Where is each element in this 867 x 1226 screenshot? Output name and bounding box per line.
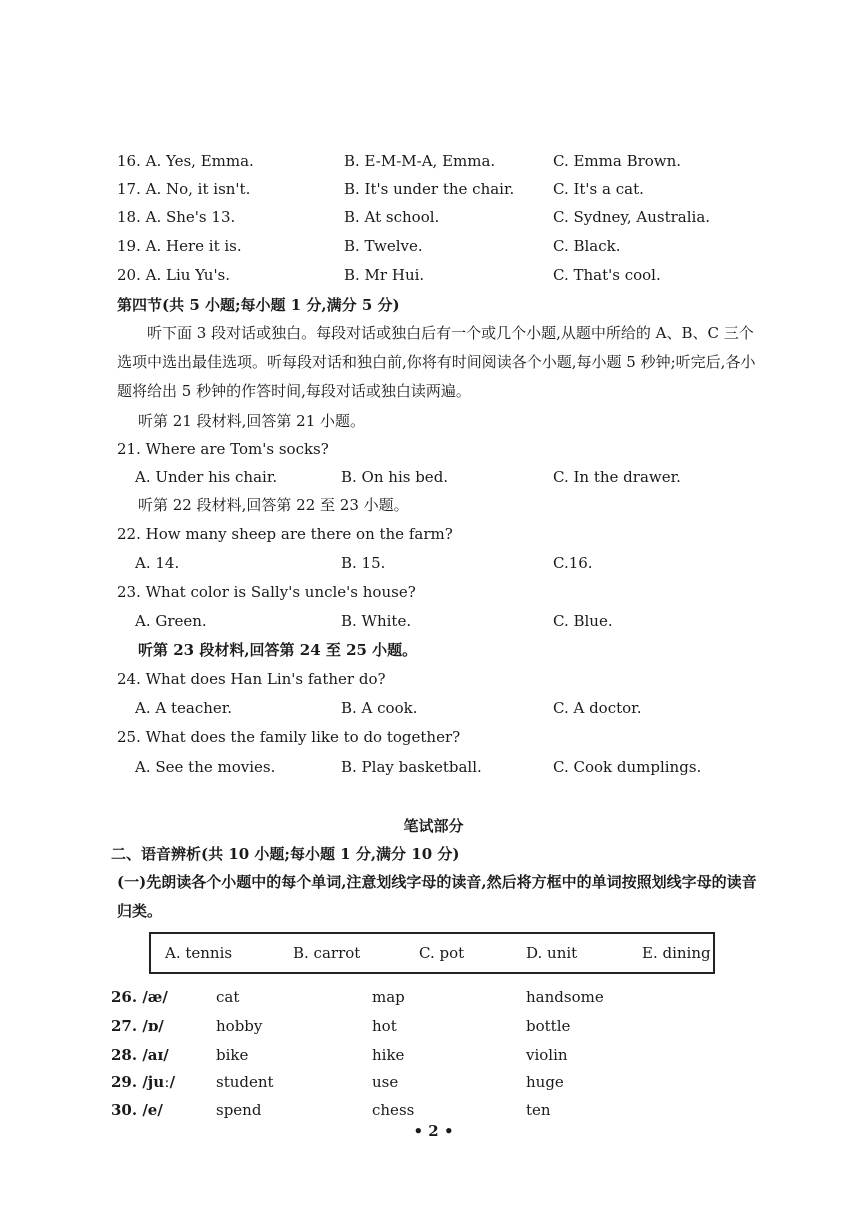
material-cue: 听第 23 段材料,回答第 24 至 25 小题。 [138, 641, 418, 659]
option-b: B. E-M-M-A, Emma. [344, 152, 496, 170]
phonetic-label: 30. /e/ [111, 1101, 163, 1119]
option-b: B. 15. [341, 554, 386, 572]
phonetic-word: use [372, 1073, 399, 1091]
word-option-a: A. tennis [165, 944, 233, 962]
question-text [0, 725, 867, 749]
phonetic-word: handsome [526, 988, 604, 1006]
option-b: B. On his bed. [341, 468, 449, 486]
question-21: 21. Where are Tom's socks? [117, 440, 329, 458]
part2-title: 二、语音辨析(共 10 小题;每小题 1 分,满分 10 分) [111, 845, 460, 863]
phonetic-label: 26. /æ/ [111, 988, 168, 1006]
question-options [0, 696, 867, 720]
option-c: C. It's a cat. [553, 180, 644, 198]
option-a: 20. A. Liu Yu's. [117, 266, 231, 284]
question-row-19 [0, 234, 867, 258]
phonetic-word: ten [526, 1101, 551, 1119]
option-a: 18. A. She's 13. [117, 208, 236, 226]
phonetic-row-26 [0, 985, 867, 1009]
question-row-16 [0, 149, 867, 173]
option-c: C. In the drawer. [553, 468, 681, 486]
option-b: B. At school. [344, 208, 440, 226]
question-row-17 [0, 177, 867, 201]
phonetic-word: violin [526, 1046, 568, 1064]
word-box [149, 932, 715, 974]
phonetic-row-30 [0, 1098, 867, 1122]
section-title: 第四节(共 5 小题;每小题 1 分,满分 5 分) [117, 296, 400, 314]
part2-instructions: (一)先朗读各个小题中的每个单词,注意划线字母的读音,然后将方框中的单词按照划线字母的读音归类。 [117, 873, 757, 920]
option-c: C. Emma Brown. [553, 152, 682, 170]
phonetic-word: student [216, 1073, 274, 1091]
option-a: A. Under his chair. [135, 468, 278, 486]
phonetic-row-27 [0, 1014, 867, 1038]
option-a: A. 14. [135, 554, 180, 572]
section-instructions: 听下面 3 段对话或独白。每段对话或独白后有一个或几个小题,从题中所给的 A、B、C 三个选项中选出最佳选项。听每段对话和独白前,你将有时间阅读各个小题,每小题 5 秒钟;听完后,各小题将给出 5 秒钟的作答时间,每段对话或独白读两遍。 [117, 324, 756, 400]
phonetic-word: cat [216, 988, 240, 1006]
phonetic-word: spend [216, 1101, 262, 1119]
phonetic-label: 28. /aɪ/ [111, 1046, 169, 1064]
word-option-b: B. carrot [293, 944, 361, 962]
phonetic-word: hot [372, 1017, 397, 1035]
question-options [0, 465, 867, 489]
word-option-e: E. dining [642, 944, 711, 962]
option-a: 19. A. Here it is. [117, 237, 242, 255]
option-c: C. Black. [553, 237, 621, 255]
option-b: B. Mr Hui. [344, 266, 425, 284]
question-text [0, 580, 867, 604]
phonetic-label: 27. /ɒ/ [111, 1017, 164, 1035]
phonetic-row-28 [0, 1043, 867, 1067]
question-22: 22. How many sheep are there on the farm? [117, 525, 453, 543]
page-number: • 2 • [413, 1122, 454, 1140]
word-option-c: C. pot [419, 944, 465, 962]
question-25: 25. What does the family like to do together? [117, 728, 461, 746]
option-b: B. White. [341, 612, 412, 630]
option-c: C. Sydney, Australia. [553, 208, 711, 226]
option-c: C.16. [553, 554, 593, 572]
phonetic-word: hike [372, 1046, 405, 1064]
question-row-20 [0, 263, 867, 287]
option-c: C. A doctor. [553, 699, 642, 717]
phonetic-word: bike [216, 1046, 249, 1064]
phonetic-word: hobby [216, 1017, 263, 1035]
question-options [0, 609, 867, 633]
option-b: B. A cook. [341, 699, 418, 717]
question-text [0, 437, 867, 461]
question-text [0, 667, 867, 691]
option-a: 17. A. No, it isn't. [117, 180, 251, 198]
question-text [0, 522, 867, 546]
option-b: B. It's under the chair. [344, 180, 515, 198]
option-c: C. Cook dumplings. [553, 758, 702, 776]
phonetic-word: chess [372, 1101, 415, 1119]
option-a: A. A teacher. [135, 699, 233, 717]
phonetic-word: map [372, 988, 405, 1006]
phonetic-row-29 [0, 1070, 867, 1094]
question-options [0, 551, 867, 575]
word-option-d: D. unit [526, 944, 578, 962]
phonetic-word: huge [526, 1073, 564, 1091]
written-heading: 笔试部分 [403, 817, 464, 835]
option-c: C. Blue. [553, 612, 613, 630]
question-row-18 [0, 205, 867, 229]
option-a: A. Green. [135, 612, 207, 630]
question-24: 24. What does Han Lin's father do? [117, 670, 386, 688]
question-23: 23. What color is Sally's uncle's house? [117, 583, 416, 601]
phonetic-label: 29. /juː/ [111, 1073, 176, 1091]
option-c: C. That's cool. [553, 266, 661, 284]
phonetic-word: bottle [526, 1017, 571, 1035]
material-cue: 听第 22 段材料,回答第 22 至 23 小题。 [138, 496, 409, 514]
option-b: B. Twelve. [344, 237, 423, 255]
option-a: 16. A. Yes, Emma. [117, 152, 254, 170]
option-a: A. See the movies. [135, 758, 276, 776]
question-options [0, 755, 867, 779]
option-b: B. Play basketball. [341, 758, 482, 776]
material-cue: 听第 21 段材料,回答第 21 小题。 [138, 412, 366, 430]
